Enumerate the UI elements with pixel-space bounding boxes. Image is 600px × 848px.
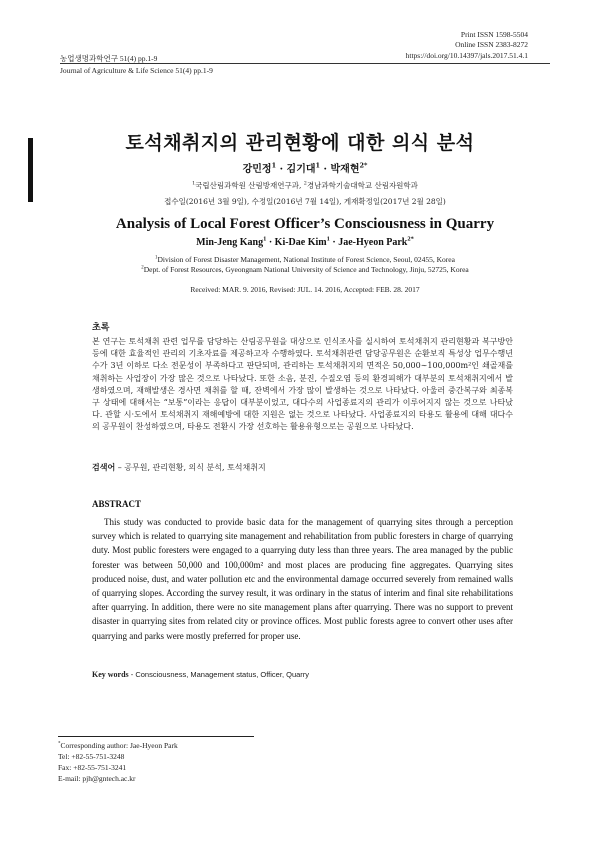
header-rule bbox=[60, 63, 550, 64]
abstract-english-body: This study was conducted to provide basic data for the management of quarrying sites through a perception survey which is related to quarrying site management and rehabilitation from public foresters in charge of quarrying duty. Most public foresters were engaged to a quarrying duty less than three years. The area managed by the public forester was between 50,000 and 100,000m² and most places are producing fine aggregates. Quarrying sites produced noise, dust, and water pollution etc and the environmental damage occurred severely from remained walls of quarrying slopes. According the survey result, it was ordinary in the status of interim and final site rehabilitations after quarrying. In addition, there were no site management plans after quarrying. There was no support to prevent disaster in quarrying sites from related city or province offices. Most public forests agree to convert other uses after quarrying and parks were mostly preferred for proper use. bbox=[92, 517, 513, 641]
author-en-2: Ki-Dae Kim bbox=[274, 237, 327, 248]
dates-korean: 접수일(2016년 3월 9일), 수정일(2016년 7월 14일), 게재확정일(2017년 2월 28일) bbox=[164, 197, 446, 206]
keywords-korean-label: 검색어 bbox=[92, 462, 116, 472]
corresponding-author bbox=[58, 740, 178, 751]
author-2: 김기대 bbox=[286, 164, 316, 175]
affiliations-korean bbox=[60, 180, 550, 191]
footnote-tel: Tel: +82-55-751-3248 bbox=[58, 752, 125, 761]
footnote-rule bbox=[58, 736, 254, 737]
author-en-1: Min-Jeng Kang bbox=[196, 237, 264, 248]
corresponding-text: Corresponding author: Jae-Hyeon Park bbox=[60, 741, 178, 750]
affiliation-english-1 bbox=[60, 255, 550, 264]
keywords-english-list: - Consciousness, Management status, Officer, Quarry bbox=[128, 670, 310, 679]
keywords-korean-list: – 공무원, 관리현황, 의식 분석, 토석채취지 bbox=[115, 463, 266, 472]
keywords-english-label: Key words bbox=[92, 670, 129, 679]
footnote-email[interactable]: E-mail: pjh@gntech.ac.kr bbox=[58, 774, 136, 783]
author-1-affil: 1 bbox=[271, 161, 277, 170]
doi-link[interactable]: https://doi.org/10.14397/jals.2017.51.4.1 bbox=[405, 51, 528, 60]
dates-english: Received: MAR. 9. 2016, Revised: JUL. 14. 2016, Accepted: FEB. 28. 2017 bbox=[190, 285, 420, 294]
author-en-2-affil: 1 bbox=[326, 235, 330, 243]
footnote-fax: Fax: +82-55-751-3241 bbox=[58, 763, 127, 772]
title-korean: 토석채취지의 관리현황에 대한 의식 분석 bbox=[125, 132, 475, 154]
authors-korean: 강민정$^1$ · 김기대$^1$ · 박재현$^{2*}$ bbox=[242, 161, 368, 175]
author-en-1-affil: 1 bbox=[263, 235, 267, 243]
author-3-affil: 2* bbox=[359, 161, 368, 170]
online-issn: Online ISSN 2383-8272 bbox=[455, 40, 528, 49]
journal-name-english: Journal of Agriculture & Life Science 51(4) pp.1-9 bbox=[60, 66, 213, 75]
author-2-affil: 1 bbox=[315, 161, 321, 170]
affil-en-2-text: Dept. of Forest Resources, Gyeongnam National University of Science and Technology, Jinju, 52725, Korea bbox=[143, 265, 469, 274]
print-issn: Print ISSN 1598-5504 bbox=[460, 30, 528, 39]
title-english: Analysis of Local Forest Officer’s Consciousness in Quarry bbox=[115, 216, 495, 232]
affil-1-text: 국립산림과학원 산림방재연구과, bbox=[195, 181, 304, 190]
affil-2-mark: 2 bbox=[303, 180, 307, 187]
abstract-korean-body: 본 연구는 토석채취 관련 업무를 담당하는 산림공무원을 대상으로 인식조사를 실시하여 토석채취지 관리현황과 복구방안 등에 대한 효율적인 관리의 기초자료를 제공하고자 수행하였다. 토석채취관련 담당공무원은 순환보직 특성상 업무수행년수가 3년 이하로 다소 전문성이 부족하다고 판단되며, 관리하는 토석채취지의 면적은 50,000∼100,000m²인 쇄골재를 채취하는 사업장이 가장 많은 것으로 나타났다. 또한 소음, 분진, 수질오염 등의 환경피해가 대부분의 토석채취지에서 발생하였으며, 재해발생은 경사면 채취를 할 때, 잔벽에서 가장 많이 발생하는 것으로 나타났다. 아울러 중간복구와 최종복구 상태에 대해서는 “보통”이라는 응답이 대부분이었고, 대다수의 사업종료지의 관리가 이루어지지 않는 것으로 나타났다. 관할 시·도에서 토석채취지 재해예방에 대한 지원은 없는 것으로 나타났다. 사업종료지의 타용도 활용에 대해 대다수의 공무원이 찬성하였으며, 타용도 전환시 가장 선호하는 활용유형으로는 공원으로 나타났다. bbox=[92, 337, 513, 432]
author-3: 박재현 bbox=[330, 164, 360, 175]
abstract-korean-heading: 초록 bbox=[92, 323, 110, 333]
journal-name-korean: 농업생명과학연구 51(4) pp.1-9 bbox=[60, 54, 158, 63]
affiliation-english-2 bbox=[60, 265, 550, 274]
keywords-korean bbox=[92, 462, 266, 473]
corresponding-mark: * bbox=[58, 741, 61, 747]
author-1: 강민정 bbox=[242, 164, 272, 175]
author-en-3: Jae-Hyeon Park bbox=[338, 237, 408, 248]
affil-1-mark: 1 bbox=[192, 180, 196, 187]
affil-2-text: 경남과학기술대학교 산림자원학과 bbox=[306, 181, 418, 190]
authors-english: Min-Jeng Kang$^1$ · Ki-Dae Kim$^1$ · Jae-Hyeon Park$^{2*}$ bbox=[196, 235, 414, 248]
affil-en-1-text: Division of Forest Disaster Management, National Institute of Forest Science, Seoul, 02455, Korea bbox=[157, 255, 455, 264]
author-en-3-affil: 2* bbox=[407, 235, 414, 243]
abstract-english-heading: ABSTRACT bbox=[92, 499, 142, 509]
affil-en-2-mark: 2 bbox=[141, 265, 144, 271]
keywords-english bbox=[92, 670, 309, 679]
affil-en-1-mark: 1 bbox=[155, 255, 158, 261]
